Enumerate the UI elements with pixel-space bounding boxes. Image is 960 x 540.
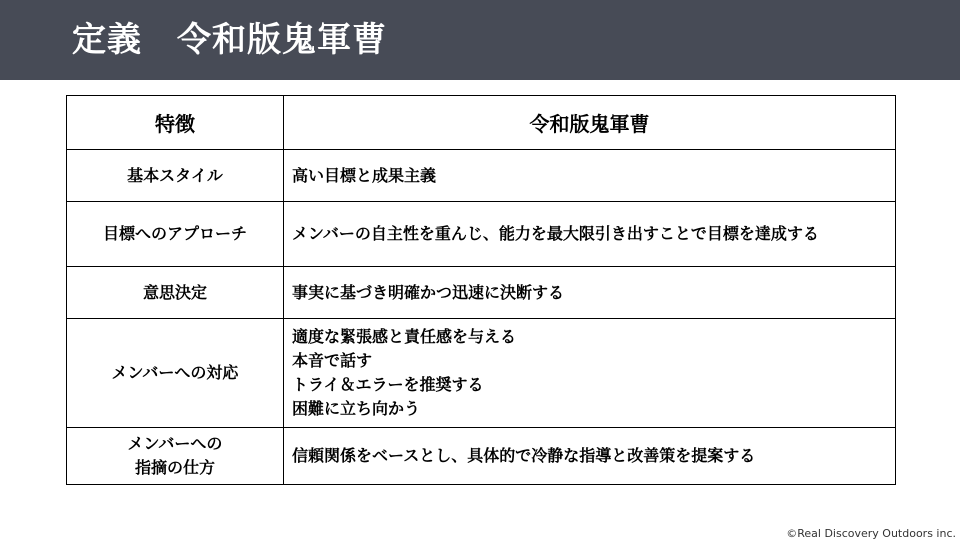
row-value-feedback-method: 信頼関係をベースとし、具体的で冷静な指導と改善策を提案する [284, 428, 896, 485]
title-bar [0, 0, 960, 80]
table-header-row [67, 96, 896, 150]
table-row [67, 428, 896, 485]
row-label-line: メンバーへの [127, 434, 223, 453]
list-item: 本音で話す [292, 351, 373, 370]
table-row [67, 202, 896, 267]
row-value-member-handling [284, 319, 896, 428]
row-value-goal-approach: メンバーの自主性を重んじ、能力を最大限引き出すことで目標を達成する [284, 202, 896, 267]
row-label-member-handling: メンバーへの対応 [67, 319, 284, 428]
table-row [67, 150, 896, 202]
copyright-notice: ©Real Discovery Outdoors inc. [786, 527, 956, 540]
row-value-basic-style: 高い目標と成果主義 [284, 150, 896, 202]
list-item: トライ＆エラーを推奨する [292, 375, 484, 394]
column-header-reiwa-sergeant: 令和版鬼軍曹 [284, 96, 896, 150]
list-item: 困難に立ち向かう [292, 399, 421, 418]
row-value-decision-making: 事実に基づき明確かつ迅速に決断する [284, 267, 896, 319]
table-row [67, 319, 896, 428]
row-label-decision-making: 意思決定 [67, 267, 284, 319]
row-label-goal-approach: 目標へのアプローチ [67, 202, 284, 267]
column-header-feature: 特徴 [67, 96, 284, 150]
row-label-feedback-method [67, 428, 284, 485]
list-item: 適度な緊張感と責任感を与える [292, 327, 517, 346]
page-title: 定義 令和版鬼軍曹 [72, 20, 387, 60]
definition-table [66, 95, 896, 485]
row-label-basic-style: 基本スタイル [67, 150, 284, 202]
row-label-line: 指摘の仕方 [134, 458, 215, 477]
table-row [67, 267, 896, 319]
